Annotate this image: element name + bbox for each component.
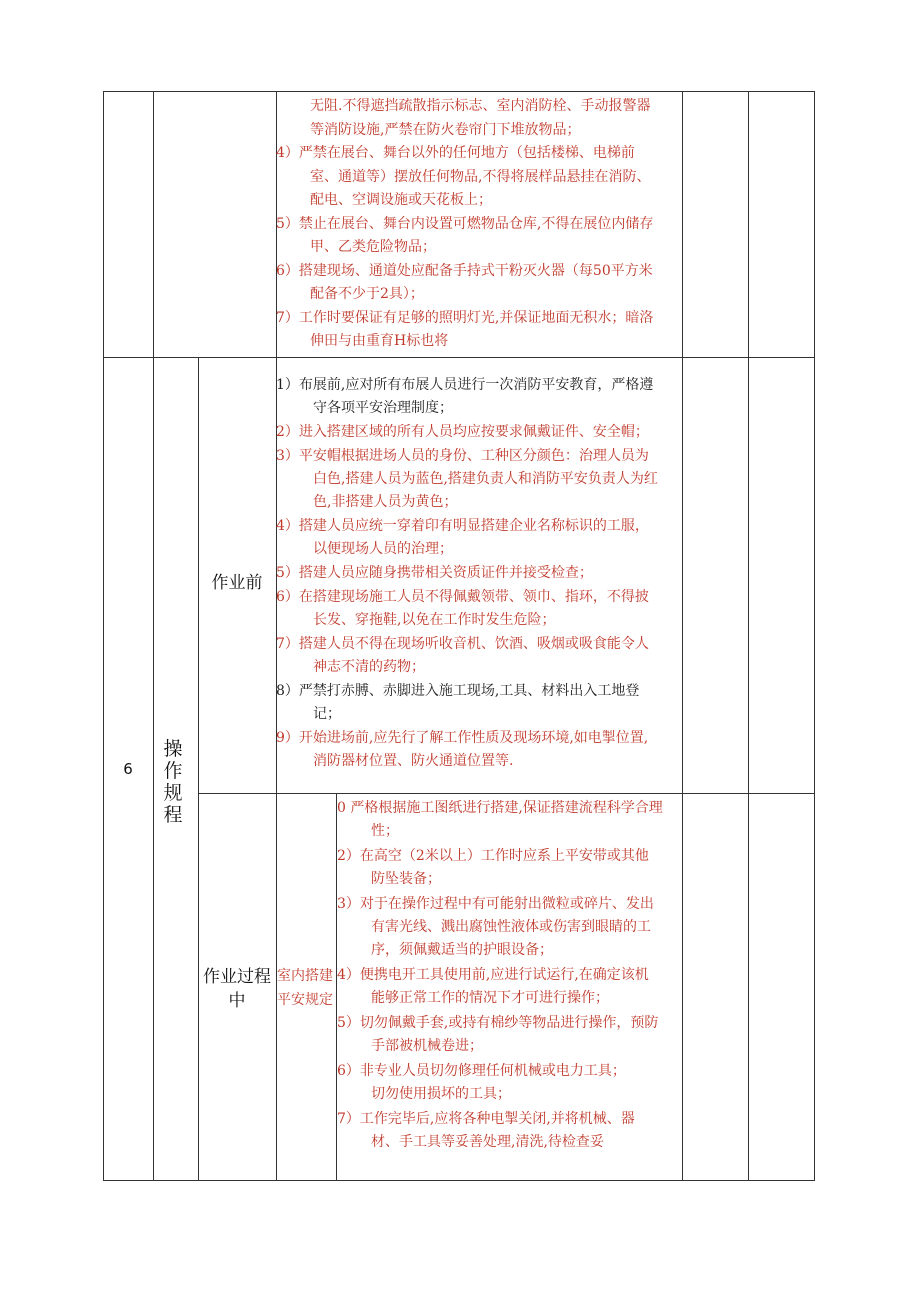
rule-phase-col [198,357,199,1181]
before-block-line: 7）搭建人员不得在现场听收音机、饮酒、吸烟或吸食能令人 [276,636,649,652]
during-block-line: 有害光线、溅出腐蚀性液体或伤害到眼睛的工 [371,919,651,935]
during-block-line: 0 严格根据施工图纸进行搭建,保证搭建流程科学合理 [337,800,663,816]
rule-col2 [153,91,154,1181]
before-block-line: 5）搭建人员应随身携带相关资质证件并接受检查； [276,565,593,581]
top-block-line: 甲、乙类危险物品； [310,239,436,255]
top-block-line: 6）搭建现场、通道处应配备手持式干粉灭火器（每50平方米 [276,262,653,279]
rule-right [814,91,815,1181]
top-block-line: 配备不少于2具）； [310,286,424,302]
before-block-line: 9）开始进场前,应先行了解工作性质及现场环境,如电掣位置, [276,730,649,746]
top-block-line: 配电、空调设施或天花板上； [310,192,492,208]
before-block-line: 消防器材位置、防火通道位置等. [313,753,514,769]
during-block-line: 3）对于在操作过程中有可能射出微粒或碎片、发出 [337,896,654,912]
section-number: 6 [123,760,133,778]
top-block-line: 等消防设施,严禁在防火卷帘门下堆放物品； [310,121,581,138]
before-block-line: 4）搭建人员应统一穿着印有明显搭建企业名称标识的工服， [276,518,649,534]
before-block-line: 记； [313,706,341,722]
before-block-line: 白色,搭建人员为蓝色,搭建负责人和消防平安负责人为红 [313,471,658,487]
section-title: 操作规程 [163,738,183,826]
during-block-line: 5）切勿佩戴手套,或持有棉纱等物品进行操作，预防 [337,1015,659,1031]
top-block-line: 7）工作时要保证有足够的照明灯光,并保证地面无积水；暗洛 [276,309,654,326]
before-block-line: 色,非搭建人员为黄色； [313,494,458,510]
during-block-line: 性； [371,823,399,839]
during-block-line: 材、手工具等妥善处理,清洗,待检查妥 [371,1134,604,1150]
before-block-line: 长发、穿拖鞋,以免在工作时发生危险； [313,612,556,628]
during-block-line: 手部被机械卷进； [371,1038,483,1054]
before-block-line: 守各项平安治理制度； [313,400,453,416]
during-block-line: 4）便携电开工具使用前,应进行试运行,在确定该机 [337,967,649,983]
top-block-line: 5）禁止在展台、舞台内设置可燃物品仓库,不得在展位内储存 [276,215,654,232]
before-block-line: 以便现场人员的治理； [313,541,453,557]
during-block-line: 能够正常工作的情况下才可进行操作； [371,990,609,1006]
top-block-line: 无阻.不得遮挡疏散指示标志、室内消防栓、手动报警器 [310,98,651,114]
rule-bottom [103,1180,815,1181]
before-block-line: 1）布展前,应对所有布展人员进行一次消防平安教育，严格遵 [276,377,654,393]
during-block-line: 防坠装备； [371,871,441,887]
top-block-line: 室、通道等）摆放任何物品,不得将展样品悬挂在消防、 [310,168,651,185]
rule-col-a [682,91,683,1181]
rule-top [103,91,815,92]
before-block-line: 3）平安帽根据进场人员的身份、工种区分颜色：治理人员为 [276,448,649,464]
during-block-line: 7）工作完毕后,应将各种电掣关闭,并将机械、器 [337,1111,635,1127]
rule-left [103,91,104,1181]
during-block-line: 6）非专业人员切勿修理任何机械或电力工具； [337,1063,626,1079]
top-block-line: 4）严禁在展台、舞台以外的任何地方（包括楼梯、电梯前 [276,145,635,161]
during-block-line: 切勿使用损坏的工具； [371,1086,511,1102]
phase-before-label: 作业前 [211,573,263,593]
phase-during-label: 作业过程中 [203,967,271,1011]
during-block-line: 序，须佩戴适当的护眼设备； [371,942,553,958]
rule-phase [198,793,815,794]
before-block-line: 8）严禁打赤膊、赤脚进入施工现场,工具、材料出入工地登 [276,683,640,699]
rule-section [103,357,815,358]
during-block-line: 2）在高空（2米以上）工作时应系上平安带或其他 [337,848,649,864]
top-block-line: 伸田与由重育H标也将 [310,333,449,349]
before-block-line: 神志不清的药物； [313,659,425,675]
before-block-line: 2）进入搭建区域的所有人员均应按要求佩戴证件、安全帽； [276,424,649,440]
rule-col-b [748,91,749,1181]
before-block-line: 6）在搭建现场施工人员不得佩戴领带、领巾、指环，不得披 [276,589,649,605]
sub-label: 室内搭建平安规定 [277,968,333,1008]
